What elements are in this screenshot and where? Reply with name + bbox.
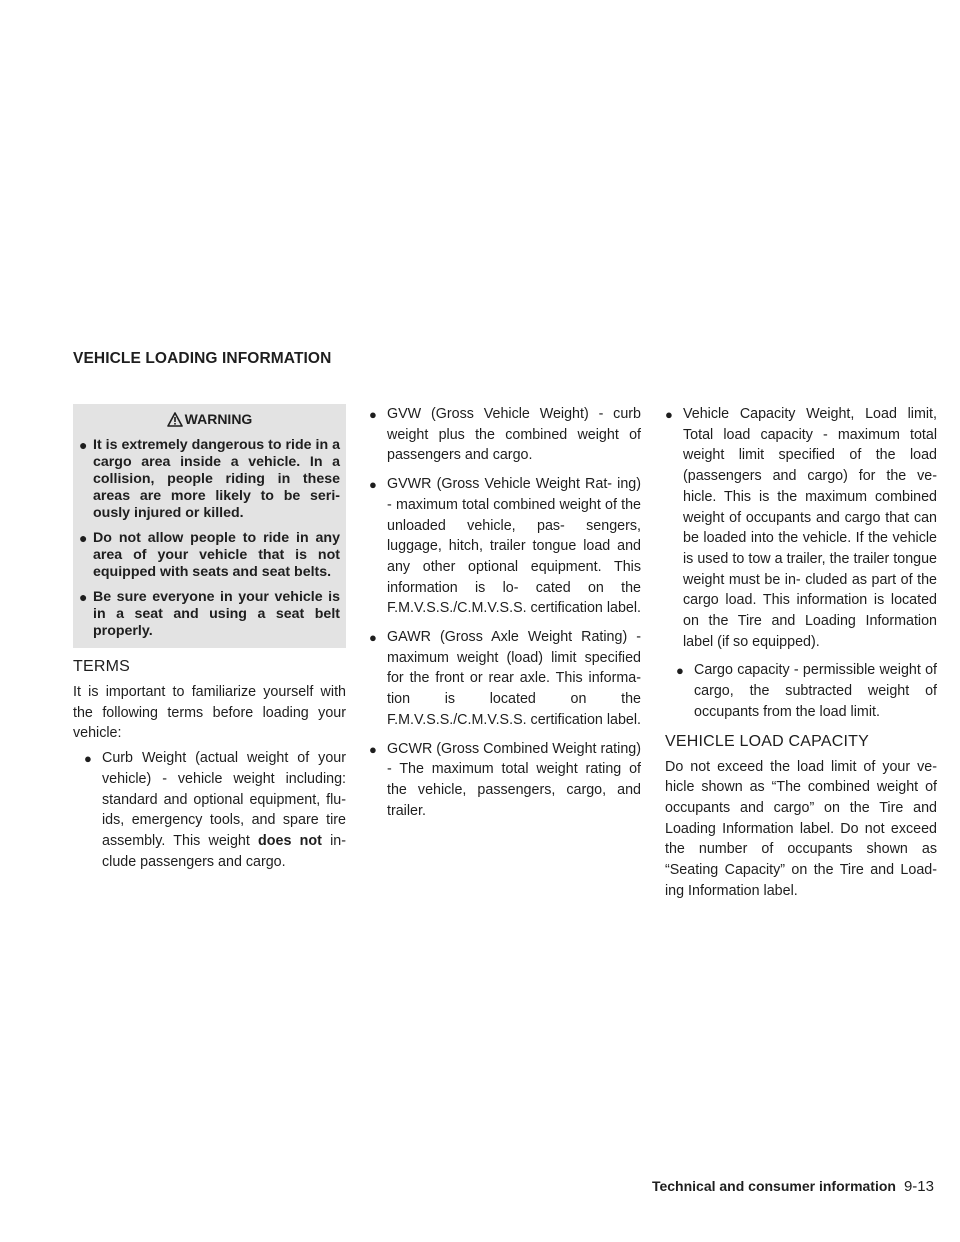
term-text-part: Curb Weight (actual weight of your vehicle) - vehicle weight including: standard and optional equipment, flu- ids, emergency tools, and spare tire assembly. This weight — [102, 750, 346, 849]
column-right — [665, 404, 937, 905]
term-text: GVW (Gross Vehicle Weight) - curb weight plus the combined weight of passengers and cargo. — [387, 406, 641, 464]
term-text-emphasis: does not — [258, 832, 322, 849]
warning-item-text: It is extremely dangerous to ride in a cargo area inside a vehicle. In a collision, people riding in these areas are more likely to be seri- ously injured or killed. — [93, 437, 340, 521]
term-item-gvwr — [369, 474, 641, 619]
warning-item — [79, 530, 340, 581]
column-left — [73, 404, 346, 880]
page-number: 9-13 — [903, 1178, 934, 1195]
bullet: ● — [369, 741, 377, 757]
load-capacity-body: Do not exceed the load limit of your ve- hicle shown as “The combined weight of occupants and cargo” on the Tire and Loading Information label. Do not exceed the number of occupants shown as “Seating Capacity” on the Tire and Load- ing Information label. — [665, 758, 937, 899]
bullet: ● — [79, 530, 88, 546]
column-middle — [369, 404, 641, 829]
footer-section-title: Technical and consumer information — [651, 1178, 896, 1194]
term-item-cargo-capacity — [665, 660, 937, 722]
terms-intro: It is important to familiarize yourself with the following terms before loading your vehicle: — [73, 684, 346, 742]
term-text: Cargo capacity - permissible weight of cargo, the subtracted weight of occupants from the load limit. — [694, 662, 937, 720]
bullet: ● — [369, 477, 377, 493]
term-item-vehicle-capacity-weight — [665, 404, 937, 652]
warning-triangle-icon — [167, 412, 183, 427]
warning-item — [79, 437, 340, 522]
warning-item-text: Be sure everyone in your vehicle is in a seat and using a seat belt properly. — [93, 589, 340, 639]
bullet: ● — [676, 663, 684, 679]
bullet: ● — [84, 751, 92, 767]
warning-item — [79, 589, 340, 640]
section-title: VEHICLE LOADING INFORMATION — [73, 350, 332, 367]
warning-header — [79, 408, 340, 437]
terms-heading: TERMS — [73, 658, 130, 675]
term-text: Vehicle Capacity Weight, Load limit, Total load capacity - maximum total weight limit specified of the load (passengers and cargo) for the ve- hicle. This is the maximum combined weight of occupants and cargo that can be loaded into the vehicle. If the vehicle is used to tow a trailer, the trailer tongue weight must be in- cluded as part of the cargo load. This information is located on the Tire and Loading Information label (if so equipped). — [683, 406, 937, 650]
bullet: ● — [665, 407, 673, 422]
warning-title: WARNING — [184, 411, 253, 427]
term-text: GVWR (Gross Vehicle Weight Rat- ing) - maximum total combined weight of the unloaded vehicle, pas- sengers, luggage, hitch, trailer tongue load and any other optional equipment. This information is lo- cated on the F.M.V.S.S./C.M.V.S.S. certification label. — [387, 476, 642, 617]
warning-item-text: Do not allow people to ride in any area of your vehicle that is not equipped with seats and seat belts. — [93, 530, 340, 580]
term-text-part: in- clude passengers and cargo. — [102, 832, 346, 870]
term-text — [102, 748, 346, 872]
bullet: ● — [369, 407, 377, 422]
load-capacity-heading: VEHICLE LOAD CAPACITY — [665, 732, 869, 750]
term-item-gcwr — [369, 739, 641, 822]
term-item-gvw — [369, 404, 641, 466]
term-text: GAWR (Gross Axle Weight Rating) - maximum weight (load) limit specified for the front or rear axle. This informa- tion is located on the F.M.V.S.S./C.M.V.S.S. certification label. — [387, 629, 642, 728]
bullet: ● — [79, 589, 88, 605]
page-footer — [652, 1178, 934, 1195]
term-item-gawr — [369, 627, 641, 731]
bullet: ● — [369, 630, 377, 646]
term-text: GCWR (Gross Combined Weight rating) - The maximum total weight rating of the vehicle, passengers, cargo, and trailer. — [387, 740, 641, 819]
warning-box — [73, 404, 346, 648]
term-item-curb-weight — [73, 748, 346, 872]
bullet: ● — [79, 437, 88, 453]
